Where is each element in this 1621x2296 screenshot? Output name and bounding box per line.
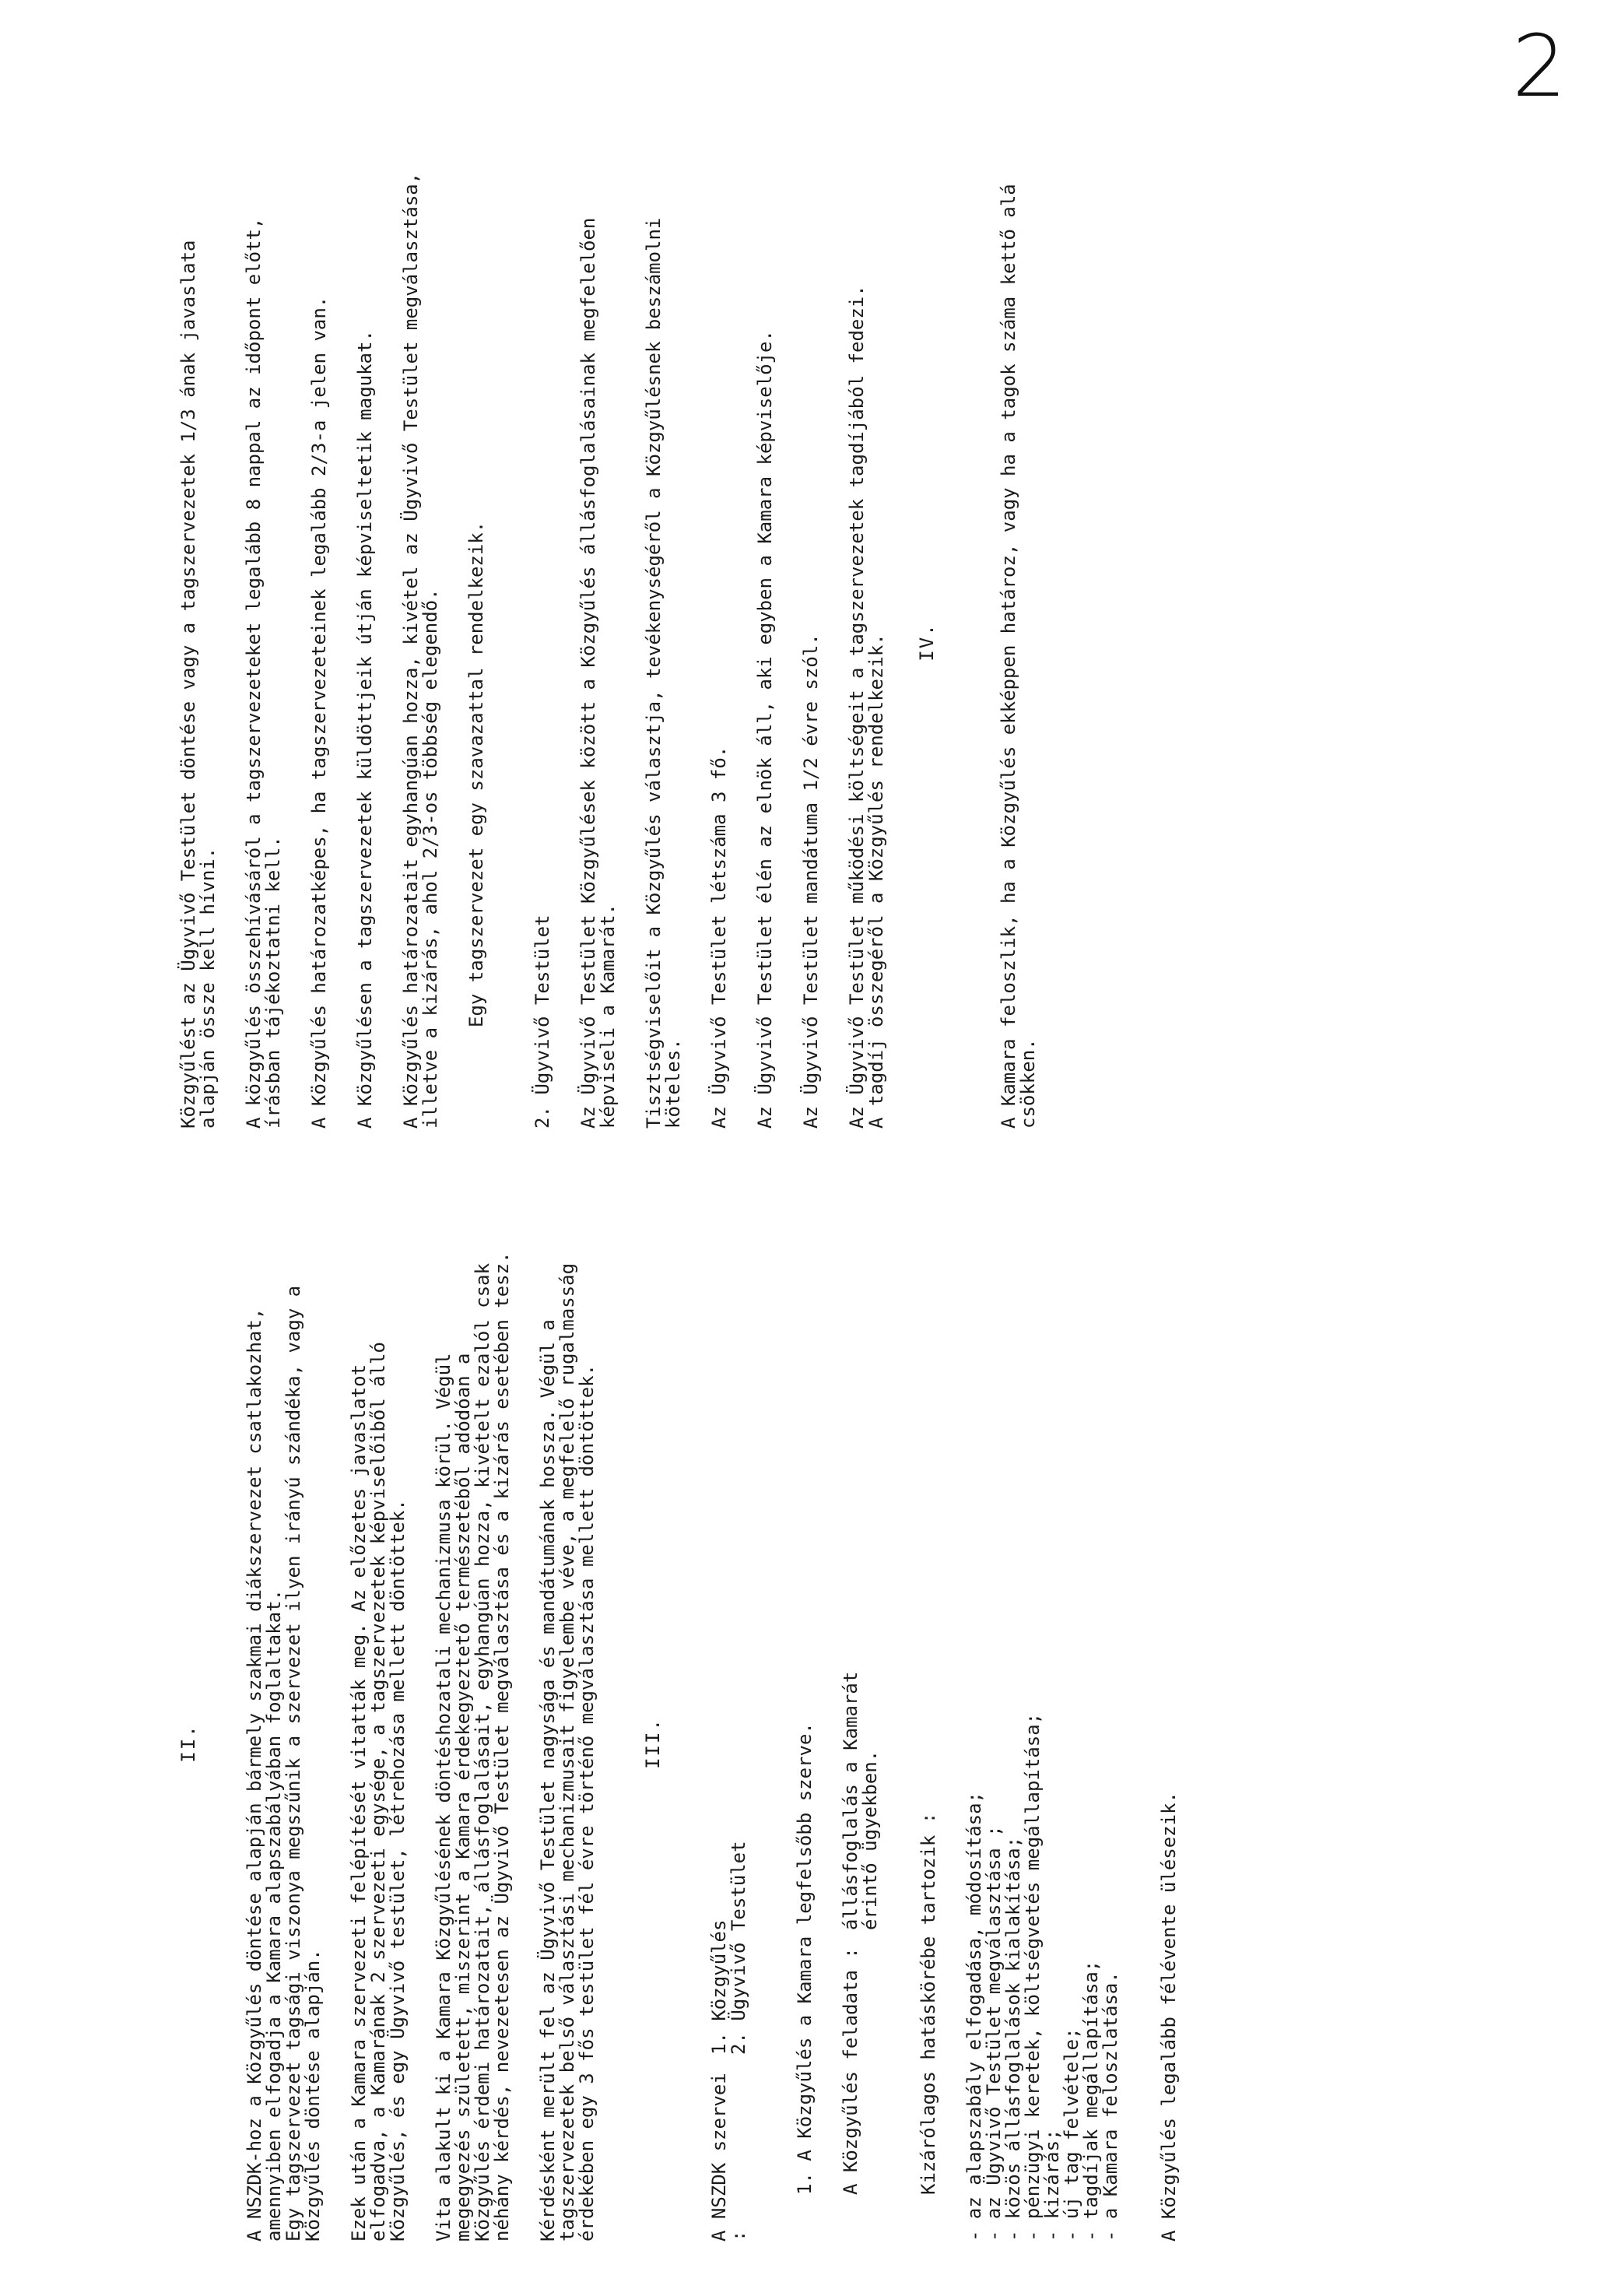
paragraph-structure: Ezek után a Kamara szervezeti felépítését vitatták meg. Az előzetes javaslatot elfogadva, a Kamarának 2 szervezeti egysége, a tagszervezetek képviselőiből álló Közgyűlés, és egy Ügyvivő testület, létrehozása mellett döntöttek. [348,1330,409,2242]
paragraph-resolutions: A Közgyűlés határozatait egyhangúan hozza, kivétel az Ügyvivő Testület megválasztása, illetve a kizárás, ahol 2/3-os többség elegendő. [400,161,441,1129]
task-label: A Közgyűlés feladata : [840,1947,861,2195]
heading-iii: III. [642,1718,664,1769]
paragraph-quorum: A Közgyűlés határozatképes, ha tagszervezeteinek legalább 2/3-a jelen van. [308,296,330,1129]
paragraph-officers: Tisztségviselőit a Közgyűlés választja, tevékenységéről a Közgyűlésnek beszámolni köteles. [643,206,684,1129]
list-item: - közös állásfoglalások kialakítása; [1004,1245,1023,2242]
right-column [179,156,1065,1129]
paragraph-convening: Közgyűlést az Ügyvivő Testület döntése vagy a tagszervezetek 1/3 ának javaslata alapján össze kell hívni. [177,229,219,1129]
rotated-document-sheet [117,117,1517,2257]
organs-list [710,1841,749,2055]
section-1-heading: 1. A Közgyűlés a Kamara legfelsőbb szerve. [794,1722,816,2195]
list-item: - kizárás; [1043,1245,1062,2242]
paragraph-notice: A közgyűlés összehívásáról a tagszervezeteket legalább 8 nappal az időpont előtt, írásban tájékoztatni kell. [243,206,284,1129]
paragraph-mandate: Az Ügyvivő Testület mandátuma 1/2 évre szól. [800,634,822,1129]
page-number: 2 [1512,16,1567,116]
organ-item: 2. Ügyvivő Testület [728,1841,749,2055]
task-text: állásfoglalás a Kamarát érintő ügyekben. [840,1671,881,1930]
paragraph-membership: A NSZDK-hoz a Közgyűlés döntése alapján bármely szakmai diákszervezet csatlakozhat, amennyiben elfogadja a Kamara alapszabályában foglaltakat. Egy tagszervezet tagsági viszonya megszűnik a szervezet ilyen irányú szándéka, vagy a Közgyűlés döntése alapján. [244,1285,324,2242]
list-item: - az Ügyvivő Testület megválasztása ; [984,1245,1004,2242]
list-item: - tagdíjak megállapítása; [1082,1245,1101,2242]
paragraph-board-size: Kérdésként merült fel az Ügyvivő Testület nagysága és mandátumának hossza. Végül a tagszervezetek belső választási mechanizmusait figyelembe véve, a megfelelő rugalmasság érdekében egy 3 fős testület fél évre történő megválasztása mellett döntöttek. [537,1252,598,2242]
section-2-heading: 2. Ügyvivő Testület [532,915,553,1129]
organ-item: 1. Közgyűlés [708,1919,730,2055]
paragraph-costs: Az Ügyvivő Testület működési költségeit a tagszervezetek tagdíjából fedezi. A tagdíj összegéről a Közgyűlés rendelkezik. [846,285,887,1129]
paragraph-delegates: A Közgyűlésen a tagszervezetek küldöttjeik útján képviseltetik magukat. [354,330,376,1129]
paragraph-headcount: Az Ügyvivő Testület létszáma 3 fő. [708,746,730,1129]
paragraph-president: Az Ügyvivő Testület élén az elnök áll, aki egyben a Kamara képviselője. [754,330,776,1129]
organs-block [710,1245,749,2242]
list-item: - az alapszabály elfogadása, módosítása; [965,1245,984,2242]
closing-line: A Közgyűlés legalább félévente ülésezik. [1158,1792,1180,2242]
left-column [179,1245,1205,2242]
list-item: - új tag felvétele; [1062,1245,1082,2242]
paragraph-board-representation: Az Ügyvivő Testület Közgyűlések között a Közgyűlés állásfoglalásainak megfelelően képviseli a Kamarát. [577,206,619,1129]
heading-iv: IV. [916,623,938,662]
list-item: - pénzügyi keretek, költségvetés megállapítása; [1023,1245,1043,2242]
exclusive-list [965,1245,1121,2242]
organs-label: A NSZDK szervei : [708,2073,749,2242]
task-block [841,1245,880,2242]
paragraph-dissolution: A Kamara feloszlik, ha a Közgyűlés ekképpen határoz, vagy ha a tagok száma kettő alá csökken. [998,172,1039,1129]
list-item: - a Kamara feloszlatása. [1101,1245,1121,2242]
heading-ii: II. [177,1724,199,1763]
exclusive-intro: Kizárólagos hatáskörébe tartozik : [918,1812,939,2195]
paragraph-decision-mechanism: Vita alakult ki a Kamara Közgyűlésének döntéshozatali mechanizmusa körül. Végül megegyezés született, miszerint a Kamara érdekegyeztető természetéből adódóan a Közgyűlés érdemi határozatait, állásfoglalásait, egyhangúan hozza, kivételt ezalól csak néhány kérdés, nevezetesen az Ügyvivő Testület megválasztása és a kizárás esetében tesz. [433,1252,513,2242]
vote-line: Egy tagszervezet egy szavazattal rendelkezik. [465,521,487,1027]
